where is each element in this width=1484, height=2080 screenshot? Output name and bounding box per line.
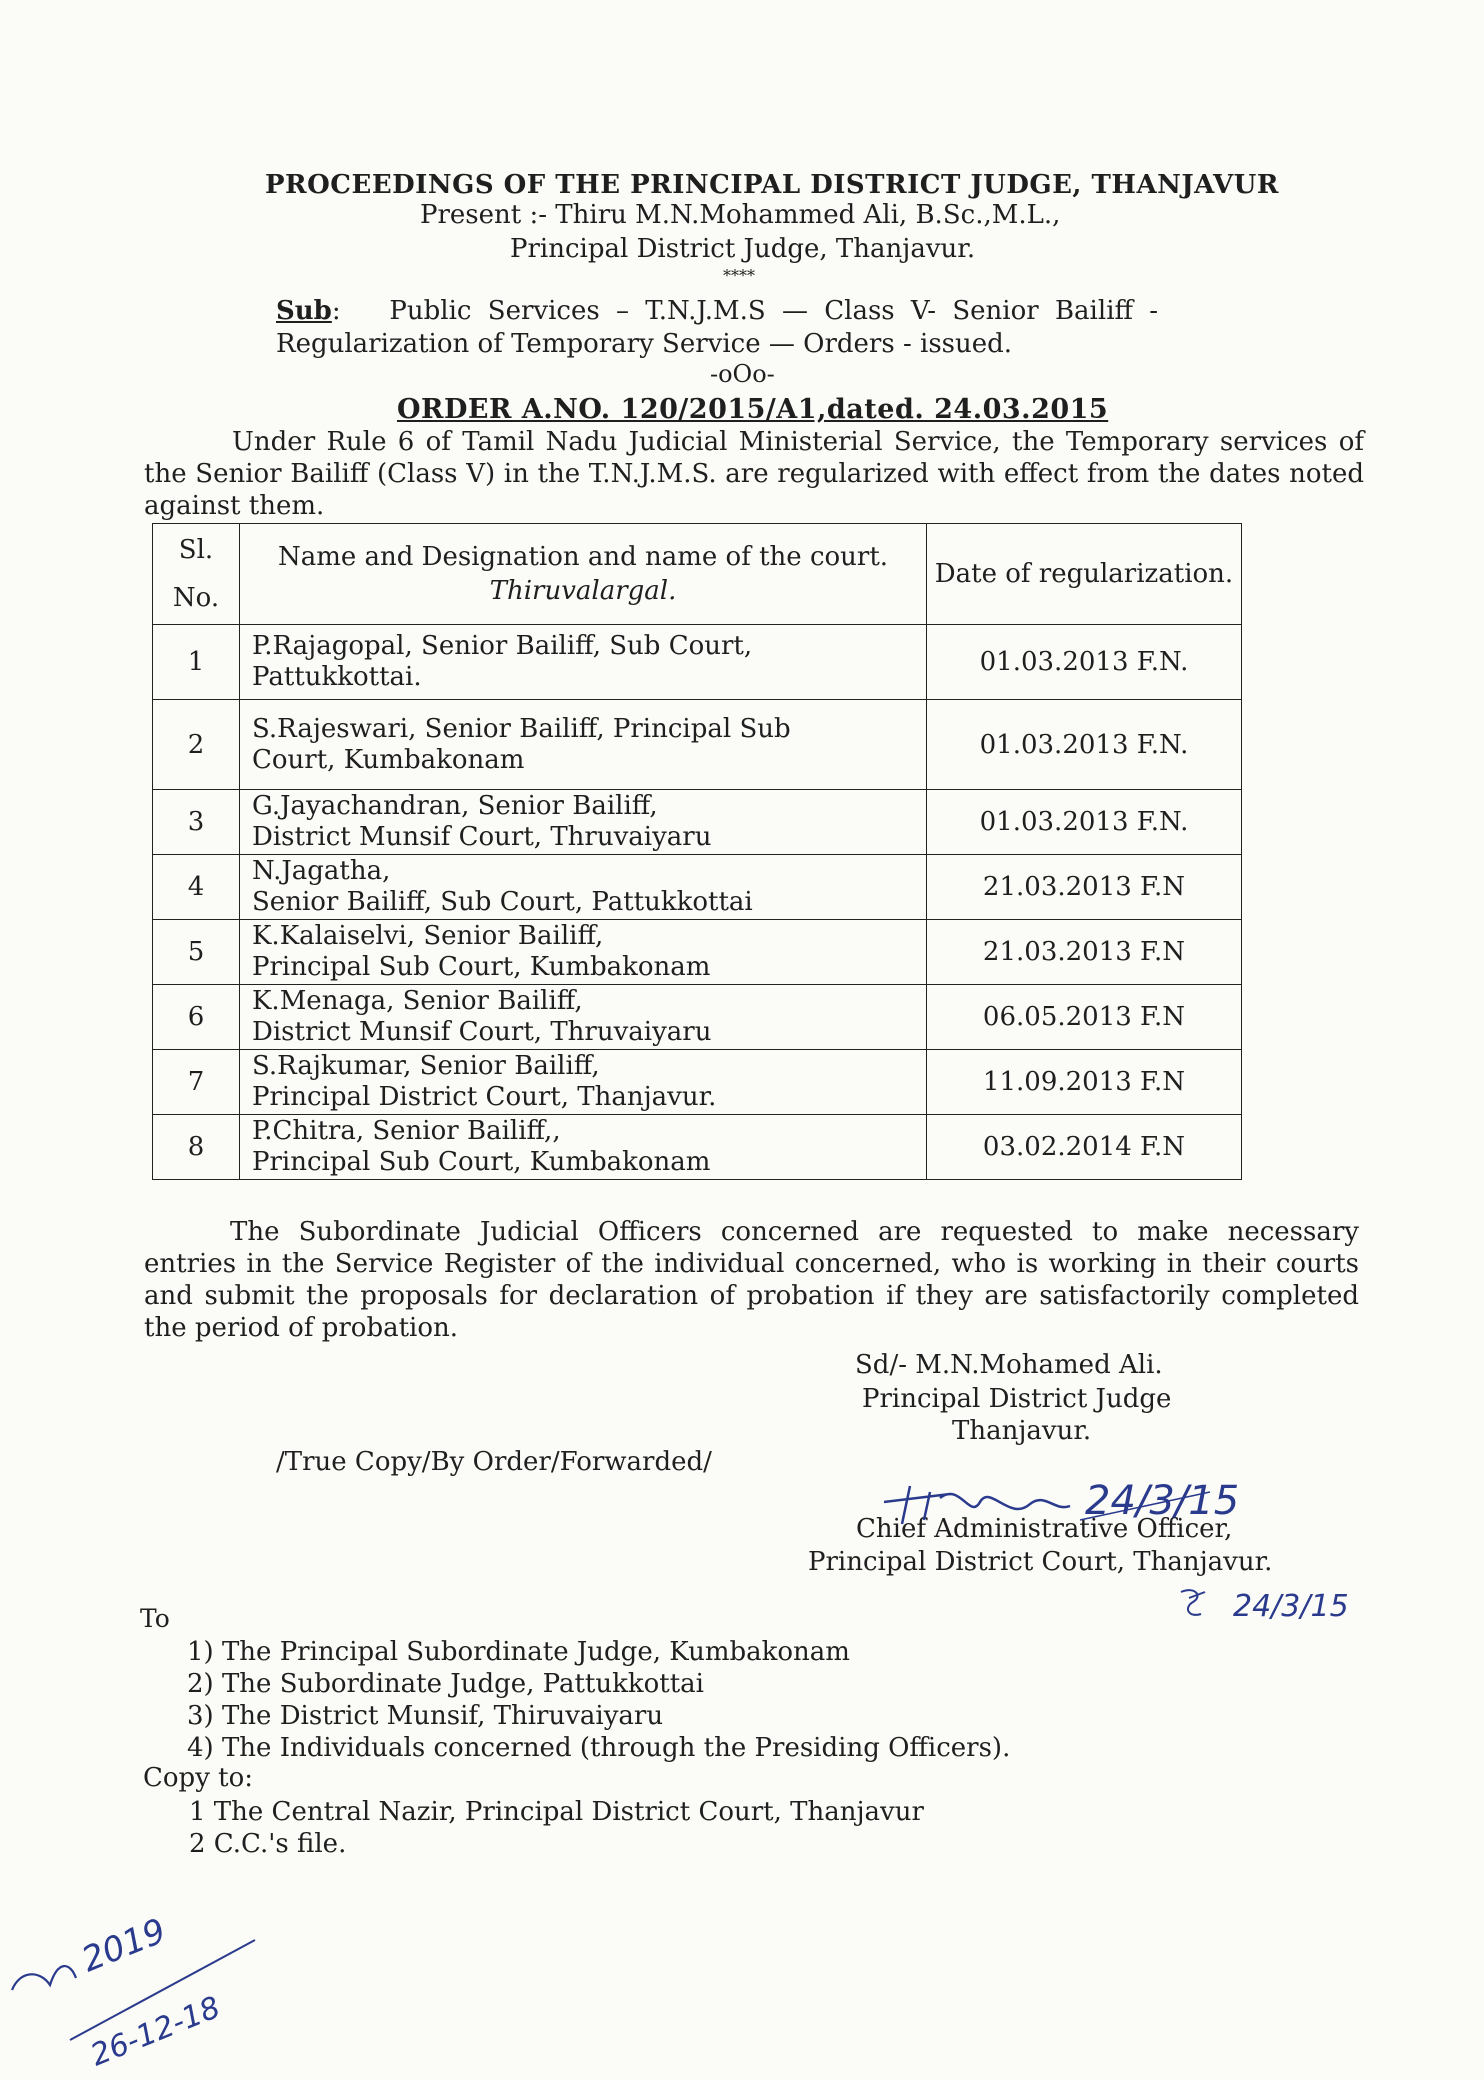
copy-to-label: Copy to:: [143, 1763, 254, 1793]
present-line: Present :- Thiru M.N.Mohammed Ali, B.Sc.,M.L.,: [420, 200, 1061, 230]
name-header: [240, 524, 927, 625]
row-name-line2: Principal Sub Court, Kumbakonam: [252, 952, 711, 982]
row-name-line2: District Munsif Court, Thruvaiyaru: [252, 822, 712, 852]
row-regularization-date: 06.05.2013 F.N: [927, 985, 1242, 1050]
row-name-designation: [240, 625, 927, 700]
table-row: [153, 1050, 1242, 1115]
row-regularization-date: 03.02.2014 F.N: [927, 1115, 1242, 1180]
row-sl-no: 2: [153, 700, 240, 790]
sd-name: Sd/- M.N.Mohamed Ali.: [855, 1350, 1163, 1380]
table-row: [153, 920, 1242, 985]
copy-item: 2 C.C.'s file.: [189, 1829, 347, 1859]
row-regularization-date: 11.09.2013 F.N: [927, 1050, 1242, 1115]
ooo-separator: -oOo-: [710, 360, 775, 388]
subject-text-1: Public Services – T.N.J.M.S — Class V- Senior Bailiff -: [389, 296, 1159, 326]
copy-item: 1 The Central Nazir, Principal District Court, Thanjavur: [189, 1797, 924, 1827]
cao-designation: Chief Administrative Officer,: [856, 1514, 1233, 1544]
handwritten-annotation: [0, 1890, 280, 2080]
sl-header-line2: No.: [172, 583, 220, 613]
closing-paragraph: The Subordinate Judicial Officers concerned are requested to make necessary entries in the Service Register of the individual concerned, who is working in their courts and submit the proposals for declaration of probation if they are satisfactorily completed the period of probation.: [144, 1217, 1359, 1343]
row-name-line2: District Munsif Court, Thruvaiyaru: [252, 1017, 712, 1047]
row-sl-no: 1: [153, 625, 240, 700]
subject-line-2: Regularization of Temporary Service — Orders - issued.: [276, 329, 1013, 359]
row-name-designation: [240, 1050, 927, 1115]
row-name-line2: Court, Kumbakonam: [252, 744, 525, 775]
row-name-line1: K.Menaga, Senior Bailiff,: [252, 986, 583, 1016]
sd-designation: Principal District Judge: [862, 1384, 1172, 1414]
date-header: Date of regularization.: [927, 524, 1242, 625]
annotation-year: 2019: [76, 1910, 172, 1981]
row-name-line1: K.Kalaiselvi, Senior Bailiff,: [252, 921, 604, 951]
initial-date: 24/3/15: [1233, 1589, 1349, 1624]
row-name-designation: [240, 855, 927, 920]
stars-separator: ****: [723, 266, 755, 285]
row-name-line1: S.Rajkumar, Senior Bailiff,: [252, 1051, 600, 1081]
handwritten-initial: [1175, 1584, 1355, 1628]
table-row: [153, 1115, 1242, 1180]
sl-header-line1: Sl.: [178, 535, 214, 565]
row-sl-no: 5: [153, 920, 240, 985]
sl-no-header: [153, 524, 240, 625]
row-regularization-date: 01.03.2013 F.N.: [927, 625, 1242, 700]
annotation-date: 26-12-18: [85, 1989, 226, 2074]
row-regularization-date: 21.03.2013 F.N: [927, 855, 1242, 920]
row-name-line2: Senior Bailiff, Sub Court, Pattukkottai: [252, 887, 753, 917]
signature-date: 24/3/15: [1085, 1478, 1240, 1524]
row-name-designation: [240, 1115, 927, 1180]
regularization-table: [152, 523, 1242, 1180]
recipient-item: 1) The Principal Subordinate Judge, Kumbakonam: [187, 1637, 850, 1667]
row-name-designation: [240, 920, 927, 985]
row-regularization-date: 01.03.2013 F.N.: [927, 700, 1242, 790]
row-sl-no: 6: [153, 985, 240, 1050]
row-name-line1: P.Chitra, Senior Bailiff,,: [252, 1116, 561, 1146]
row-name-line2: Principal District Court, Thanjavur.: [252, 1082, 717, 1112]
row-name-line1: N.Jagatha,: [252, 856, 391, 886]
table-row: [153, 855, 1242, 920]
subject-label: Sub: [276, 296, 332, 326]
table-row: [153, 790, 1242, 855]
handwritten-signature: [880, 1462, 1280, 1532]
row-name-line1: P.Rajagopal, Senior Bailiff, Sub Court,: [252, 631, 753, 661]
table-row: [153, 985, 1242, 1050]
proceedings-title: PROCEEDINGS OF THE PRINCIPAL DISTRICT JUDGE, THANJAVUR: [265, 170, 1279, 200]
to-label: To: [140, 1604, 170, 1633]
true-copy-note: /True Copy/By Order/Forwarded/: [276, 1447, 712, 1477]
row-regularization-date: 21.03.2013 F.N: [927, 920, 1242, 985]
recipient-item: 3) The District Munsif, Thiruvaiyaru: [187, 1701, 664, 1731]
name-header-text: Name and Designation and name of the court.: [277, 542, 889, 572]
order-number: ORDER A.NO. 120/2015/A1,dated. 24.03.2015: [397, 394, 1109, 425]
row-name-designation: [240, 790, 927, 855]
row-name-line1: S.Rajeswari, Senior Bailiff, Principal Sub: [252, 713, 791, 744]
row-sl-no: 4: [153, 855, 240, 920]
order-intro-paragraph: Under Rule 6 of Tamil Nadu Judicial Ministerial Service, the Temporary services of the Senior Bailiff (Class V) in the T.N.J.M.S. are regularized with effect from the dates noted against them.: [144, 427, 1364, 521]
row-sl-no: 7: [153, 1050, 240, 1115]
row-name-designation: [240, 700, 927, 790]
cao-office: Principal District Court, Thanjavur.: [808, 1547, 1273, 1577]
sd-place: Thanjavur.: [952, 1416, 1092, 1446]
row-name-designation: [240, 985, 927, 1050]
row-name-line2: Principal Sub Court, Kumbakonam: [252, 1147, 711, 1177]
row-sl-no: 3: [153, 790, 240, 855]
row-regularization-date: 01.03.2013 F.N.: [927, 790, 1242, 855]
subject-line-1: Sub: Public Services – T.N.J.M.S — Class V- Senior Bailiff -: [276, 296, 1159, 326]
name-header-sub: Thiruvalargal.: [489, 576, 677, 606]
row-name-line2: Pattukkottai.: [252, 662, 422, 692]
table-header-row: [153, 524, 1242, 625]
table-row: [153, 625, 1242, 700]
row-name-line1: G.Jayachandran, Senior Bailiff,: [252, 791, 658, 821]
row-sl-no: 8: [153, 1115, 240, 1180]
table-row: [153, 700, 1242, 790]
recipient-item: 4) The Individuals concerned (through the Presiding Officers).: [187, 1733, 1011, 1763]
present-designation: Principal District Judge, Thanjavur.: [510, 234, 976, 264]
recipient-item: 2) The Subordinate Judge, Pattukkottai: [187, 1669, 704, 1699]
